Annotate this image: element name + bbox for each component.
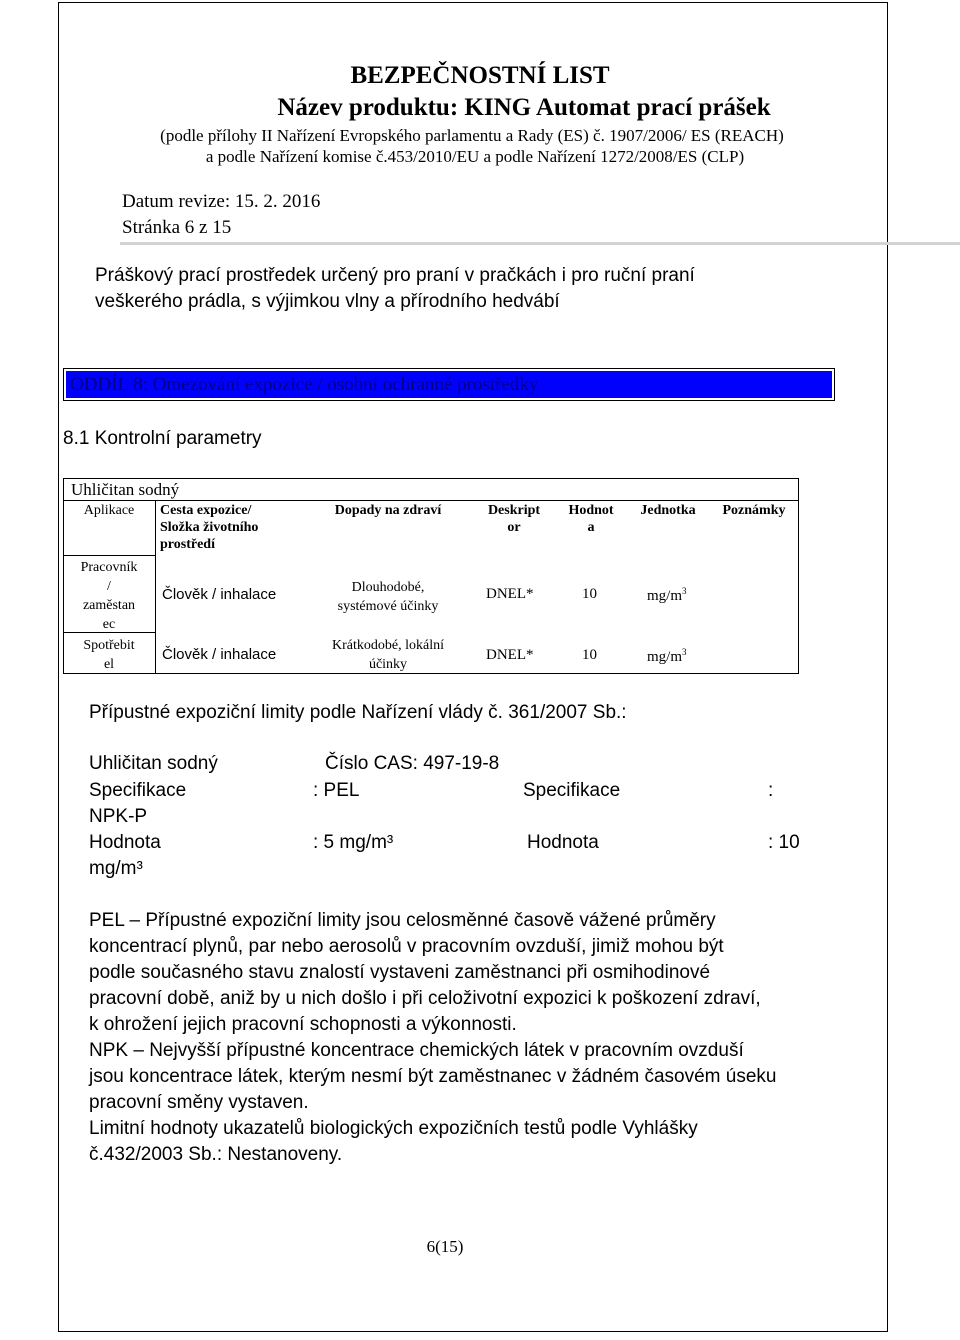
pel-note-line: pracovní době, aniž by u nich došlo i při celoživotní expozici k poškození zdraví,: [89, 988, 761, 1009]
limits-spec-value: : PEL: [313, 780, 360, 801]
limits-cas: Číslo CAS: 497-19-8: [325, 753, 500, 774]
row1-hodnota: 10: [582, 586, 597, 602]
header-poznamky: Poznámky: [722, 503, 786, 518]
npk-note-line: pracovní směny vystaven.: [89, 1092, 309, 1113]
table-substance-name: Uhličitan sodný: [71, 480, 180, 499]
row2-aplikace: Spotřebit el: [83, 638, 135, 672]
pel-note-line: k ohrožení jejich pracovní schopnosti a výkonnosti.: [89, 1014, 517, 1035]
product-name: Název produktu: KING Automat prací prášek: [277, 94, 771, 121]
limits-value-label: Hodnota: [89, 832, 161, 853]
page-info: Stránka 6 z 15: [122, 217, 232, 238]
pel-note-line: PEL – Přípustné expoziční limity jsou celosměnné časově vážené průměry: [89, 910, 716, 931]
limits-spec-label: Specifikace: [89, 780, 187, 801]
header-cesta-2: Složka životního: [160, 520, 259, 535]
header-aplikace: Aplikace: [83, 503, 135, 518]
pel-note-line: koncentrací plynů, par nebo aerosolů v pracovním ovzduší, jimiž mohou být: [89, 936, 724, 957]
limits-value-label-2: Hodnota: [527, 832, 599, 853]
header-deskriptor-2: or: [507, 520, 521, 535]
table-divider: [63, 500, 799, 501]
header-hodnota-2: a: [587, 520, 595, 535]
pel-note-line: podle současného stavu znalostí vystaveni zaměstnanci při osmihodinové: [89, 962, 711, 983]
row2-deskriptor: DNEL*: [486, 647, 534, 663]
limits-value-value-2b: mg/m³: [89, 858, 143, 879]
row1-cesta: Člověk / inhalace: [162, 586, 277, 603]
limits-value-value-2a: : 10: [768, 832, 800, 853]
row1-deskriptor: DNEL*: [486, 586, 534, 602]
header-hodnota-1: Hodnot: [568, 503, 614, 518]
regulation-line-1: (podle přílohy II Nařízení Evropského parlamentu a Rady (ES) č. 1907/2006/ ES (REACH): [160, 126, 784, 145]
npk-note-line: jsou koncentrace látek, kterým nesmí být zaměstnanec v žádném časovém úseku: [89, 1066, 777, 1087]
notes-block: [89, 908, 776, 1168]
section-title: ODDÍL 8: Omezování expozice / osobní ochranné prostředky: [70, 374, 539, 395]
row2-hodnota: 10: [582, 647, 597, 663]
limits-spec-value-2: NPK-P: [89, 806, 148, 827]
product-description-line-1: Práškový prací prostředek určený pro praní v pračkách i pro ruční praní: [95, 265, 695, 286]
revision-date: Datum revize: 15. 2. 2016: [122, 191, 321, 212]
limits-heading: Přípustné expoziční limity podle Nařízení vlády č. 361/2007 Sb.:: [89, 702, 627, 723]
limits-value-value: : 5 mg/m³: [313, 832, 394, 853]
subsection-title: 8.1 Kontrolní parametry: [63, 428, 262, 449]
header-divider: [120, 242, 960, 245]
header-deskriptor-1: Deskript: [487, 503, 541, 518]
limits-substance: Uhličitan sodný: [89, 753, 218, 774]
header-dopady: Dopady na zdraví: [334, 503, 442, 518]
row2-cesta: Člověk / inhalace: [162, 646, 277, 663]
table-divider: [63, 555, 155, 556]
limit-note-line: Limitní hodnoty ukazatelů biologických expozičních testů podle Vyhlášky: [89, 1118, 698, 1139]
header-jednotka: Jednotka: [640, 503, 696, 518]
limits-spec-colon-2: :: [768, 780, 774, 801]
regulation-line-2: a podle Nařízení komise č.453/2010/EU a podle Nařízení 1272/2008/ES (CLP): [205, 147, 745, 166]
row1-aplikace: Pracovník / zaměstan ec: [80, 560, 138, 632]
npk-note-line: NPK – Nejvyšší přípustné koncentrace chemických látek v pracovním ovzduší: [89, 1040, 744, 1061]
row2-dopady: Krátkodobé, lokální účinky: [332, 638, 444, 672]
header-cesta-3: prostředí: [160, 537, 215, 552]
row1-jednotka: $mg/m^3$: [647, 586, 687, 604]
row1-dopady: Dlouhodobé, systémové účinky: [337, 580, 439, 614]
row2-jednotka: $mg/m^3$: [647, 647, 687, 665]
limits-spec-label-2: Specifikace: [523, 780, 621, 801]
header-cesta-1: Cesta expozice/: [160, 503, 252, 518]
limit-note-line: č.432/2003 Sb.: Nestanoveny.: [89, 1144, 343, 1165]
product-description-line-2: veškerého prádla, s výjimkou vlny a přírodního hedvábí: [95, 291, 560, 312]
page-number: 6(15): [426, 1237, 464, 1256]
table-column-line: [155, 500, 156, 674]
document-title: BEZPEČNOSTNÍ LIST: [350, 62, 610, 89]
